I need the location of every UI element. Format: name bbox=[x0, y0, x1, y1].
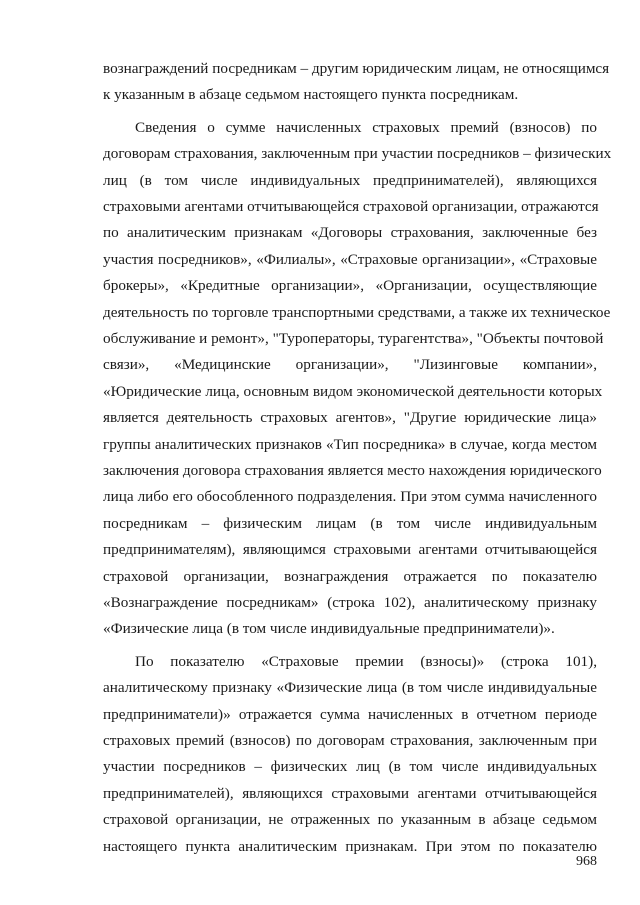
text-line: договорам страхования, заключенным при участии посредников – физических bbox=[103, 145, 612, 163]
text-line: «Физические лица (в том числе индивидуальные предприниматели)». bbox=[103, 620, 555, 638]
text-line: аналитическому признаку «Физические лица (в том числе индивидуальные bbox=[103, 679, 597, 697]
text-line: деятельность по торговле транспортными средствами, а также их техническое bbox=[103, 303, 611, 321]
text-line: обслуживание и ремонт», "Туроператоры, турагентства», "Объекты почтовой bbox=[103, 330, 604, 347]
text-line: страховой организации, вознаграждения отражается по показателю bbox=[103, 567, 597, 585]
page-number: 968 bbox=[576, 854, 597, 869]
text-line: предпринимателей), являющихся страховыми агентами отчитывающейся bbox=[103, 784, 597, 802]
text-line: заключения договора страхования является место нахождения юридического bbox=[103, 462, 602, 479]
text-line: связи», «Медицинские организации», "Лизинговые компании», bbox=[103, 356, 597, 374]
text-line: По показателю «Страховые премии (взносы)» (строка 101), bbox=[135, 652, 597, 670]
text-line: предприниматели)» отражается сумма начисленных в отчетном периоде bbox=[103, 705, 597, 723]
text-line: «Юридические лица, основным видом экономической деятельности которых bbox=[103, 382, 603, 400]
text-line: вознаграждений посредникам – другим юридическим лицам, не относящимся bbox=[103, 60, 610, 77]
text-line: страховой организации, не отраженных по указанным в абзаце седьмом bbox=[103, 811, 597, 829]
text-line: группы аналитических признаков «Тип посредника» в случае, когда местом bbox=[103, 435, 597, 453]
text-line: участия посредников», «Филиалы», «Страховые организации», «Страховые bbox=[103, 250, 597, 268]
text-line: к указанным в абзаце седьмом настоящего пункта посредникам. bbox=[103, 86, 519, 104]
text-line: «Вознаграждение посредникам» (строка 102), аналитическому признаку bbox=[103, 594, 597, 611]
text-line: предпринимателям), являющимся страховыми агентами отчитывающейся bbox=[103, 541, 597, 559]
text-line: страховыми агентами отчитывающейся страховой организации, отражаются bbox=[103, 198, 599, 215]
text-line: брокеры», «Кредитные организации», «Организации, осуществляющие bbox=[103, 277, 597, 295]
text-line: является деятельность страховых агентов», "Другие юридические лица» bbox=[103, 409, 597, 427]
text-line: Сведения о сумме начисленных страховых премий (взносов) по bbox=[135, 118, 597, 136]
text-line: лиц (в том числе индивидуальных предпринимателей), являющихся bbox=[103, 171, 597, 189]
text-line: страховых премий (взносов) по договорам страхования, заключенным при bbox=[103, 732, 597, 749]
text-line: по аналитическим признакам «Договоры страхования, заключенные без bbox=[103, 224, 597, 242]
text-line: настоящего пункта аналитическим признакам. При этом по показателю bbox=[103, 837, 597, 855]
text-line: лица либо его обособленного подразделения. При этом сумма начисленного bbox=[103, 488, 597, 506]
text-line: участии посредников – физических лиц (в том числе индивидуальных bbox=[103, 758, 597, 776]
text-line: посредникам – физическим лицам (в том числе индивидуальным bbox=[103, 514, 597, 532]
